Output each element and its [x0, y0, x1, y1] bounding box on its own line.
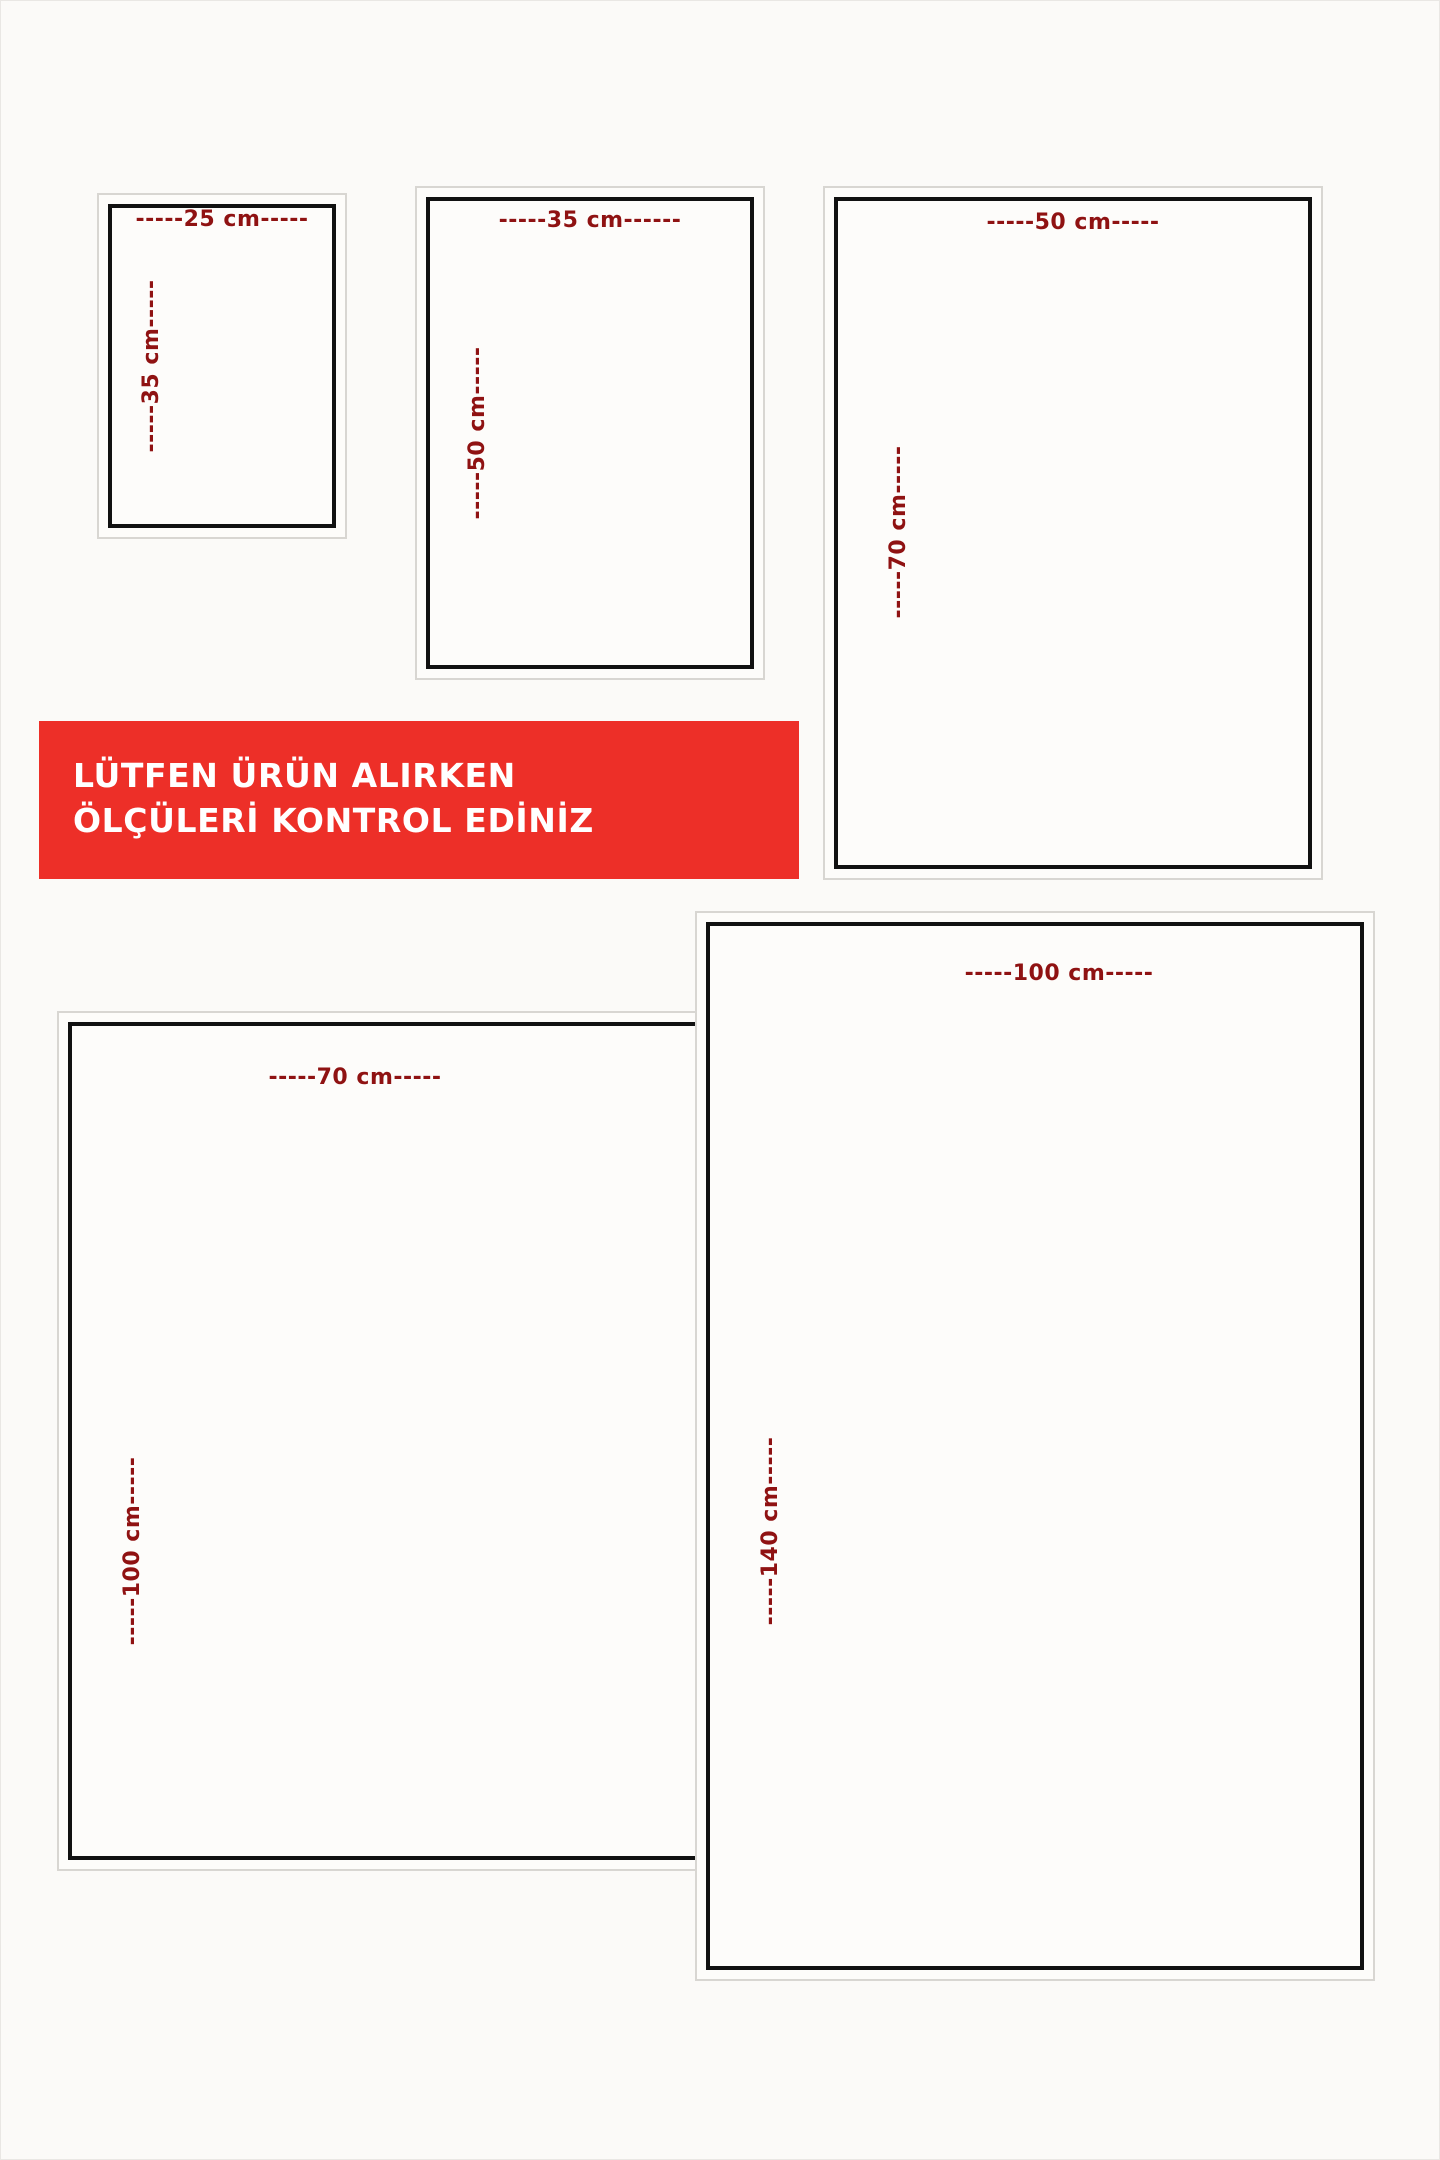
frame-100x140-width-label: -----100 cm----- — [964, 961, 1154, 986]
warning-banner-line-1: LÜTFEN ÜRÜN ALIRKEN — [73, 756, 516, 796]
frame-100x140 — [695, 911, 1375, 1981]
frame-35x50-height-label: -----50 cm----- — [465, 346, 490, 520]
warning-banner-line-2: ÖLÇÜLERİ KONTROL EDİNİZ — [73, 801, 594, 840]
frame-50x70-height-label: -----70 cm----- — [886, 445, 911, 619]
frame-25x35 — [97, 193, 347, 539]
frame-25x35-height-label: -----35 cm----- — [139, 279, 164, 453]
frame-70x100-width-label: -----70 cm----- — [268, 1065, 442, 1090]
frame-70x100-inner — [68, 1022, 746, 1860]
frame-70x100-height-label: -----100 cm----- — [120, 1456, 145, 1646]
frame-100x140-height-label: -----140 cm----- — [758, 1436, 783, 1626]
warning-banner — [39, 721, 799, 879]
frame-100x140-inner — [706, 922, 1364, 1970]
frame-50x70-width-label: -----50 cm----- — [986, 210, 1160, 235]
frame-70x100 — [57, 1011, 757, 1871]
frame-35x50-width-label: -----35 cm------ — [498, 208, 682, 233]
frame-25x35-width-label: -----25 cm----- — [135, 207, 309, 232]
